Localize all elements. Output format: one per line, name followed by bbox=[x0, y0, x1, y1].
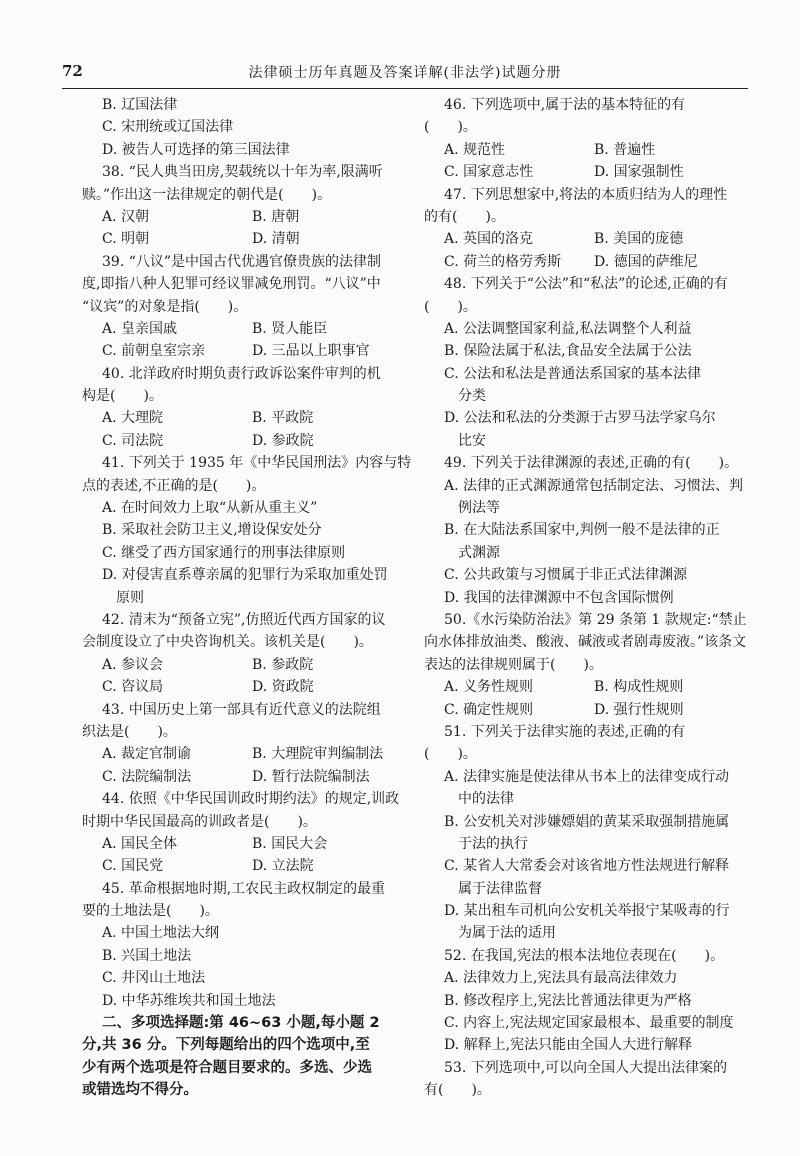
text-line: A. 在时间效力上取“从新从重主义” bbox=[102, 500, 318, 517]
text-line: 点的表述,不正确的是( )。 bbox=[82, 477, 266, 494]
text-line: 或错选均不得分。 bbox=[82, 1082, 198, 1099]
text-line: 属于法律监督 bbox=[458, 880, 542, 897]
text-line: 构是( )。 bbox=[82, 388, 163, 405]
running-title: 法律硕士历年真题及答案详解(非法学)试题分册 bbox=[248, 65, 562, 81]
text-line bbox=[82, 206, 398, 228]
text-line: C. 公共政策与习惯属于非正式法律渊源 bbox=[444, 567, 688, 584]
text-line: D. 公法和私法的分类源于古罗马法学家乌尔 bbox=[444, 410, 716, 427]
text-line: 42. 清末为“预备立宪”,仿照近代西方国家的议 bbox=[102, 611, 386, 628]
text-line: 要的土地法是( )。 bbox=[82, 903, 219, 920]
option-left: C. 明朝 bbox=[102, 231, 150, 248]
page-header bbox=[62, 62, 748, 84]
text-line bbox=[82, 228, 398, 250]
option-left: A. 义务性规则 bbox=[444, 679, 534, 696]
option-right: D. 三品以上职事官 bbox=[252, 343, 370, 360]
option-right: B. 美国的庞德 bbox=[594, 231, 684, 248]
text-line: 的有( )。 bbox=[424, 208, 505, 225]
text-line: 分类 bbox=[458, 388, 486, 405]
text-line bbox=[82, 833, 398, 855]
text-line: 38. “民人典当田房,契载统以十年为率,限满听 bbox=[102, 164, 383, 181]
option-right: D. 资政院 bbox=[252, 679, 314, 696]
option-left: A. 国民全体 bbox=[102, 835, 178, 852]
text-line bbox=[82, 654, 398, 676]
text-line: 织法是( )。 bbox=[82, 723, 177, 740]
text-line: ( )。 bbox=[424, 119, 477, 136]
option-left: C. 法院编制法 bbox=[102, 768, 192, 785]
text-line: 例法等 bbox=[458, 500, 500, 517]
text-line: B. 采取社会防卫主义,增设保安处分 bbox=[102, 522, 322, 539]
option-right: B. 构成性规则 bbox=[594, 679, 684, 696]
text-line: D. 某出租车司机向公安机关举报宁某吸毒的行 bbox=[444, 903, 730, 920]
text-line: 于法的执行 bbox=[458, 835, 528, 852]
option-left: A. 规范性 bbox=[444, 141, 506, 158]
text-line: 49. 下列关于法律渊源的表述,正确的有( )。 bbox=[444, 455, 739, 472]
text-line: “议宾”的对象是指( )。 bbox=[82, 298, 248, 315]
text-line: 41. 下列关于 1935 年《中华民国刑法》内容与特 bbox=[102, 455, 412, 472]
option-right: B. 普遍性 bbox=[594, 141, 656, 158]
option-right: B. 贤人能臣 bbox=[252, 320, 328, 337]
text-line bbox=[82, 676, 398, 698]
text-line: A. 法律实施是使法律从书本上的法律变成行动 bbox=[444, 768, 730, 785]
option-right: D. 参政院 bbox=[252, 432, 314, 449]
option-left: C. 咨议局 bbox=[102, 679, 164, 696]
text-line: C. 井冈山土地法 bbox=[102, 970, 206, 987]
text-line: ( )。 bbox=[424, 298, 477, 315]
text-line: 50.《水污染防治法》第 29 条第 1 款规定:“禁止 bbox=[444, 611, 747, 628]
text-line: 二、多项选择题:第 46~63 小题,每小题 2 bbox=[102, 1015, 380, 1032]
option-right: D. 暂行法院编制法 bbox=[252, 768, 370, 785]
text-line: 赎。”作出这一法律规定的朝代是( )。 bbox=[82, 186, 332, 203]
text-line: 度,即指八种人犯罪可经议罪减免刑罚。“八议”中 bbox=[82, 276, 381, 293]
text-line bbox=[82, 318, 398, 340]
text-line: 为属于法的适用 bbox=[458, 925, 556, 942]
text-line: 向水体排放油类、酸液、碱液或者剧毒废液。”该条文 bbox=[424, 634, 747, 651]
option-right: D. 国家强制性 bbox=[594, 164, 684, 181]
option-left: C. 荷兰的格劳秀斯 bbox=[444, 253, 562, 270]
text-line: 45. 革命根据地时期,工农民主政权制定的最重 bbox=[102, 880, 386, 897]
text-line: B. 修改程序上,宪法比普通法律更为严格 bbox=[444, 992, 692, 1009]
text-line: 分,共 36 分。下列每题给出的四个选项中,至 bbox=[82, 1037, 370, 1054]
option-left: C. 国家意志性 bbox=[444, 164, 534, 181]
text-line: D. 被告人可选择的第三国法律 bbox=[102, 141, 290, 158]
text-line: D. 中华苏维埃共和国土地法 bbox=[102, 992, 276, 1009]
option-right: B. 平政院 bbox=[252, 410, 314, 427]
text-line bbox=[82, 743, 398, 765]
option-left: C. 前朝皇室宗亲 bbox=[102, 343, 206, 360]
text-line: A. 法律的正式渊源通常包括制定法、习惯法、判 bbox=[444, 477, 744, 494]
option-right: B. 国民大会 bbox=[252, 835, 328, 852]
text-line: 44. 依照《中华民国训政时期约法》的规定,训政 bbox=[102, 791, 400, 808]
text-line bbox=[424, 251, 748, 273]
text-line: 会制度设立了中央咨询机关。该机关是( )。 bbox=[82, 634, 373, 651]
text-line bbox=[424, 139, 748, 161]
option-right: B. 大理院审判编制法 bbox=[252, 746, 384, 763]
text-line: B. 辽国法律 bbox=[102, 97, 178, 113]
option-right: D. 德国的萨维尼 bbox=[594, 253, 698, 270]
text-line: D. 我国的法律渊源中不包含国际惯例 bbox=[444, 589, 674, 606]
text-line: 有( )。 bbox=[424, 1082, 491, 1099]
text-line: C. 宋刑统或辽国法律 bbox=[102, 119, 234, 136]
text-line bbox=[82, 407, 398, 429]
text-line: 48. 下列关于“公法”和“私法”的论述,正确的有 bbox=[444, 276, 728, 293]
text-line: 表达的法律规则属于( )。 bbox=[424, 656, 603, 673]
text-line bbox=[82, 766, 398, 788]
page-number: 72 bbox=[62, 62, 83, 80]
text-line: C. 内容上,宪法规定国家最根本、最重要的制度 bbox=[444, 1015, 734, 1032]
text-line: 46. 下列选项中,属于法的基本特征的有 bbox=[444, 97, 686, 113]
header-rule bbox=[62, 88, 748, 89]
text-line bbox=[82, 430, 398, 452]
text-line: 53. 下列选项中,可以向全国人大提出法律案的 bbox=[444, 1059, 728, 1076]
text-line: C. 公法和私法是普通法系国家的基本法律 bbox=[444, 365, 702, 382]
text-line bbox=[424, 699, 748, 721]
text-line: B. 公安机关对涉嫌嫖娼的黄某采取强制措施属 bbox=[444, 813, 730, 830]
option-left: A. 皇亲国戚 bbox=[102, 320, 178, 337]
right-column bbox=[424, 94, 748, 1102]
text-line: 51. 下列关于法律实施的表述,正确的有 bbox=[444, 723, 686, 740]
option-left: A. 英国的洛克 bbox=[444, 231, 534, 248]
text-line bbox=[82, 855, 398, 877]
text-line: 式渊源 bbox=[458, 544, 500, 561]
text-line: 原则 bbox=[116, 589, 144, 606]
text-line: A. 公法调整国家利益,私法调整个人利益 bbox=[444, 320, 692, 337]
text-line: 39. “八议”是中国古代优遇官僚贵族的法律制 bbox=[102, 253, 382, 270]
option-right: D. 清朝 bbox=[252, 231, 300, 248]
text-line bbox=[424, 161, 748, 183]
text-line: 少有两个选项是符合题目要求的。多选、少选 bbox=[82, 1059, 372, 1076]
option-left: C. 确定性规则 bbox=[444, 701, 534, 718]
text-line: 40. 北洋政府时期负责行政诉讼案件审判的机 bbox=[102, 365, 381, 382]
text-line: 47. 下列思想家中,将法的本质归结为人的理性 bbox=[444, 186, 728, 203]
option-left: A. 汉朝 bbox=[102, 208, 150, 225]
left-column bbox=[82, 94, 412, 1102]
text-line: A. 中国土地法大纲 bbox=[102, 925, 220, 942]
text-line: C. 继受了西方国家通行的刑事法律原则 bbox=[102, 544, 346, 561]
text-line: ( )。 bbox=[424, 746, 477, 763]
option-left: A. 裁定官制谕 bbox=[102, 746, 192, 763]
text-line: D. 解释上,宪法只能由全国人大进行解释 bbox=[444, 1037, 693, 1054]
text-line: B. 保险法属于私法,食品安全法属于公法 bbox=[444, 343, 692, 360]
text-line: B. 兴国土地法 bbox=[102, 947, 192, 964]
option-left: C. 国民党 bbox=[102, 858, 164, 875]
text-line bbox=[424, 676, 748, 698]
text-line bbox=[82, 340, 398, 362]
option-left: A. 参议会 bbox=[102, 656, 164, 673]
option-right: B. 参政院 bbox=[252, 656, 314, 673]
text-line: 43. 中国历史上第一部具有近代意义的法院组 bbox=[102, 701, 381, 718]
text-line bbox=[424, 228, 748, 250]
text-line: C. 某省人大常委会对该省地方性法规进行解释 bbox=[444, 858, 730, 875]
text-line: A. 法律效力上,宪法具有最高法律效力 bbox=[444, 970, 678, 987]
text-line: 中的法律 bbox=[458, 791, 514, 808]
text-line: 时期中华民国最高的训政者是( )。 bbox=[82, 813, 317, 830]
text-line: D. 对侵害直系尊亲属的犯罪行为采取加重处罚 bbox=[102, 567, 388, 584]
option-right: D. 立法院 bbox=[252, 858, 314, 875]
option-left: C. 司法院 bbox=[102, 432, 164, 449]
text-line: B. 在大陆法系国家中,判例一般不是法律的正 bbox=[444, 522, 720, 539]
option-right: B. 唐朝 bbox=[252, 208, 300, 225]
text-line: 52. 在我国,宪法的根本法地位表现在( )。 bbox=[444, 947, 725, 964]
option-left: A. 大理院 bbox=[102, 410, 164, 427]
option-right: D. 强行性规则 bbox=[594, 701, 684, 718]
text-line: 比安 bbox=[458, 432, 486, 449]
